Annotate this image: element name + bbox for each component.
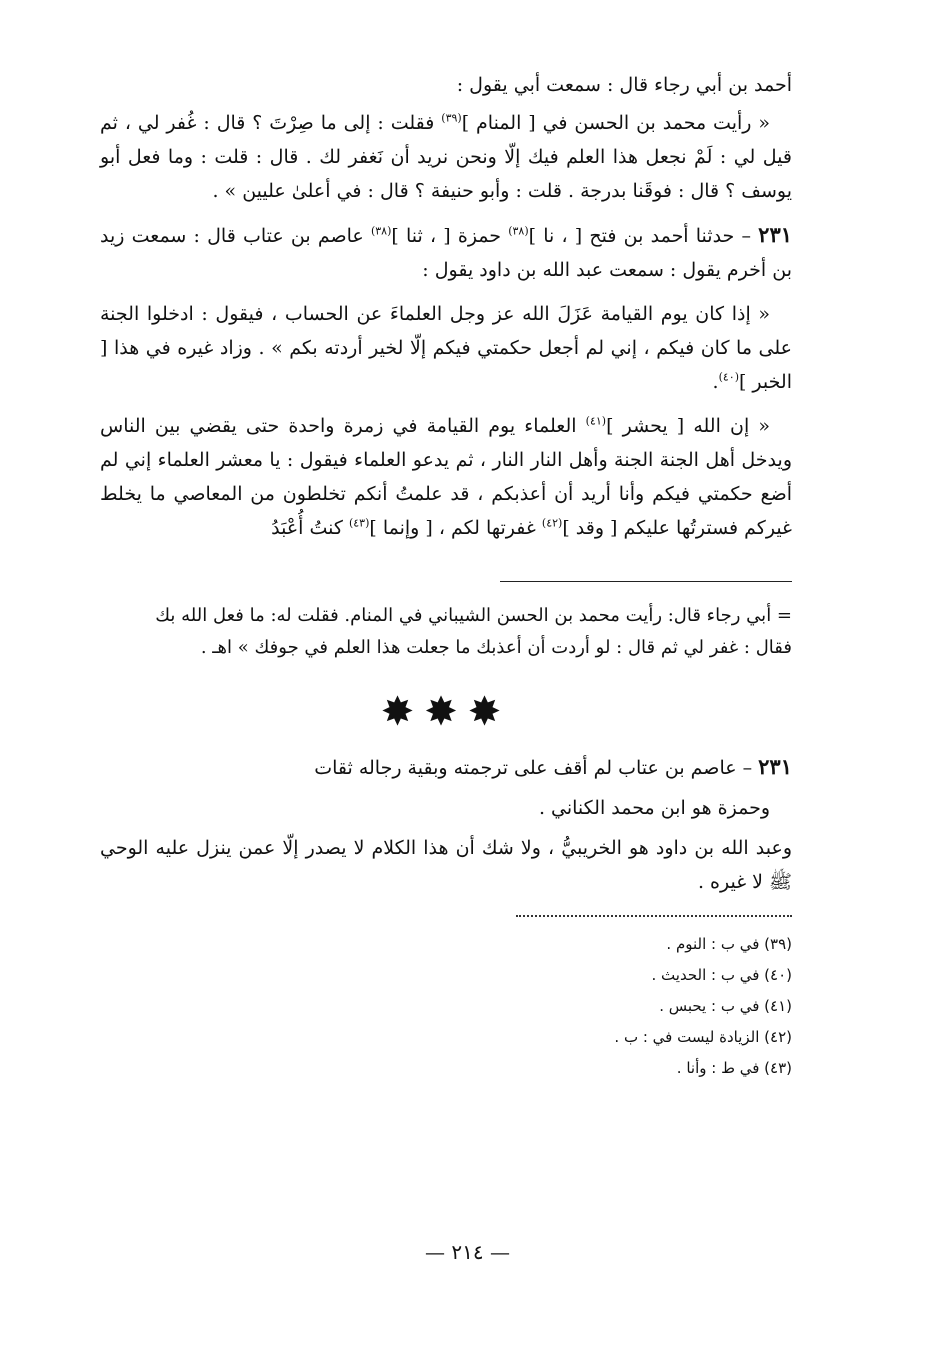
commentary-231 xyxy=(100,750,792,785)
footnote-item: (٤٢) الزيادة ليست في : ب . xyxy=(614,1028,792,1046)
commentary-text: – عاصم بن عتاب لم أقف على ترجمته وبقية رجاله ثقات xyxy=(314,757,759,779)
footnote-ref: (٣٩) xyxy=(441,111,462,125)
paragraph-text: – حدثنا أحمد بن فتح [ ، نا ] xyxy=(528,225,759,247)
star-separator: ✸✸✸ xyxy=(380,689,512,735)
page-body xyxy=(100,68,792,1084)
footnote-ref: (٤٠) xyxy=(718,370,739,384)
commentary-line: وحمزة هو ابن محمد الكناني . xyxy=(538,797,770,819)
footnotes-list xyxy=(100,929,792,1084)
footnote-ref: (٤٣) xyxy=(348,516,370,530)
dotted-divider xyxy=(516,915,792,917)
footnote-ref: (٤١) xyxy=(585,414,607,428)
paragraph-text: عاصم بن عتاب قال : سمعت زيد بن أخرم يقول : سمعت عبد الله بن داود يقول : xyxy=(100,225,792,281)
text-paragraph xyxy=(100,68,792,102)
paragraph-text: أحمد بن أبي رجاء قال : سمعت أبي يقول : xyxy=(456,74,792,96)
page-number: — ٢١٤ — xyxy=(425,1240,510,1264)
narration-231 xyxy=(100,218,792,287)
paragraph-text: « إن الله [ يحشر ] xyxy=(606,415,770,437)
divider-rule xyxy=(500,581,792,582)
commentary-line: وعبد الله بن داود هو الخريبيُّ ، ولا شك أن هذا الكلام لا يصدر إلّا عمن ينزل عليه الوحي ﷺ لا غيره . xyxy=(100,837,792,893)
paragraph-text: فقلت : إلى ما صِرْتَ ؟ قال : غُفر لي ، ثم قيل لي : لَمْ نجعل هذا العلم فيك إلّا ونحن نريد أن نَغفر لك . قال : قلت : وما فعل أبو يوسف ؟ قال : فوقَنا بدرجة . قلت : وأبو حنيفة ؟ قال : في أعلىٰ عليين » . xyxy=(100,112,792,202)
note-line: = أبي رجاء قال: رأيت محمد بن الحسن الشيباني في المنام. فقلت له: ما فعل الله بك xyxy=(155,605,792,626)
footnote-ref: (٣٨) xyxy=(370,224,392,238)
narration-number: ٢٣١ xyxy=(758,222,793,247)
commentary-number: ٢٣١ xyxy=(758,754,792,779)
text-paragraph xyxy=(100,106,792,208)
footnote-item: (٤٣) في ط : وأنا . xyxy=(676,1059,792,1077)
paragraph-text: « رأيت محمد بن الحسن في [ المنام ] xyxy=(461,112,770,134)
paragraph-text: « إذا كان يوم القيامة عَزَلَ الله عز وجل العلماءَ عن الحساب ، فيقول : ادخلوا الجنة على ما كان فيكم ، إني لم أجعل حكمتي فيكم إلّا لخير أردته بكم » . وزاد غيره في هذا [ الخبر ] xyxy=(100,303,792,393)
paragraph-text: . xyxy=(712,371,719,393)
note-line: فقال : غفر لي ثم قال : لو أردت أن أعذبك ما جعلت هذا العلم في جوفك » اهـ . xyxy=(200,637,792,658)
footnote-item: (٣٩) في ب : النوم . xyxy=(666,935,792,953)
text-paragraph xyxy=(100,297,792,399)
paragraph-text: كنتُ أُعْبَدُ xyxy=(271,517,349,539)
paragraph-text: العلماء يوم القيامة في زمرة واحدة حتى يقضي بين الناس ويدخل أهل الجنة الجنة وأهل النار النار ، ثم يدعو العلماء فيقول : يا معشر العلماء إني لم أضع حكمتي فيكم وأنا أريد أن أعذبكم ، قد علمتُ أنكم تخلطون من المعاصي ما يخلط غيركم فسترتُها عليكم [ وقد ] xyxy=(100,415,792,539)
paragraph-text: حمزة [ ، ثنا ] xyxy=(391,225,509,247)
paragraph-text: غفرتها لكم ، [ وإنما ] xyxy=(369,517,542,539)
footnote-ref: (٣٨) xyxy=(508,224,529,238)
text-paragraph xyxy=(100,409,792,545)
footnote-item: (٤٠) في ب : الحديث . xyxy=(651,966,792,984)
footnote-ref: (٤٢) xyxy=(541,516,563,530)
footnote-item: (٤١) في ب : يحبس . xyxy=(659,997,792,1015)
